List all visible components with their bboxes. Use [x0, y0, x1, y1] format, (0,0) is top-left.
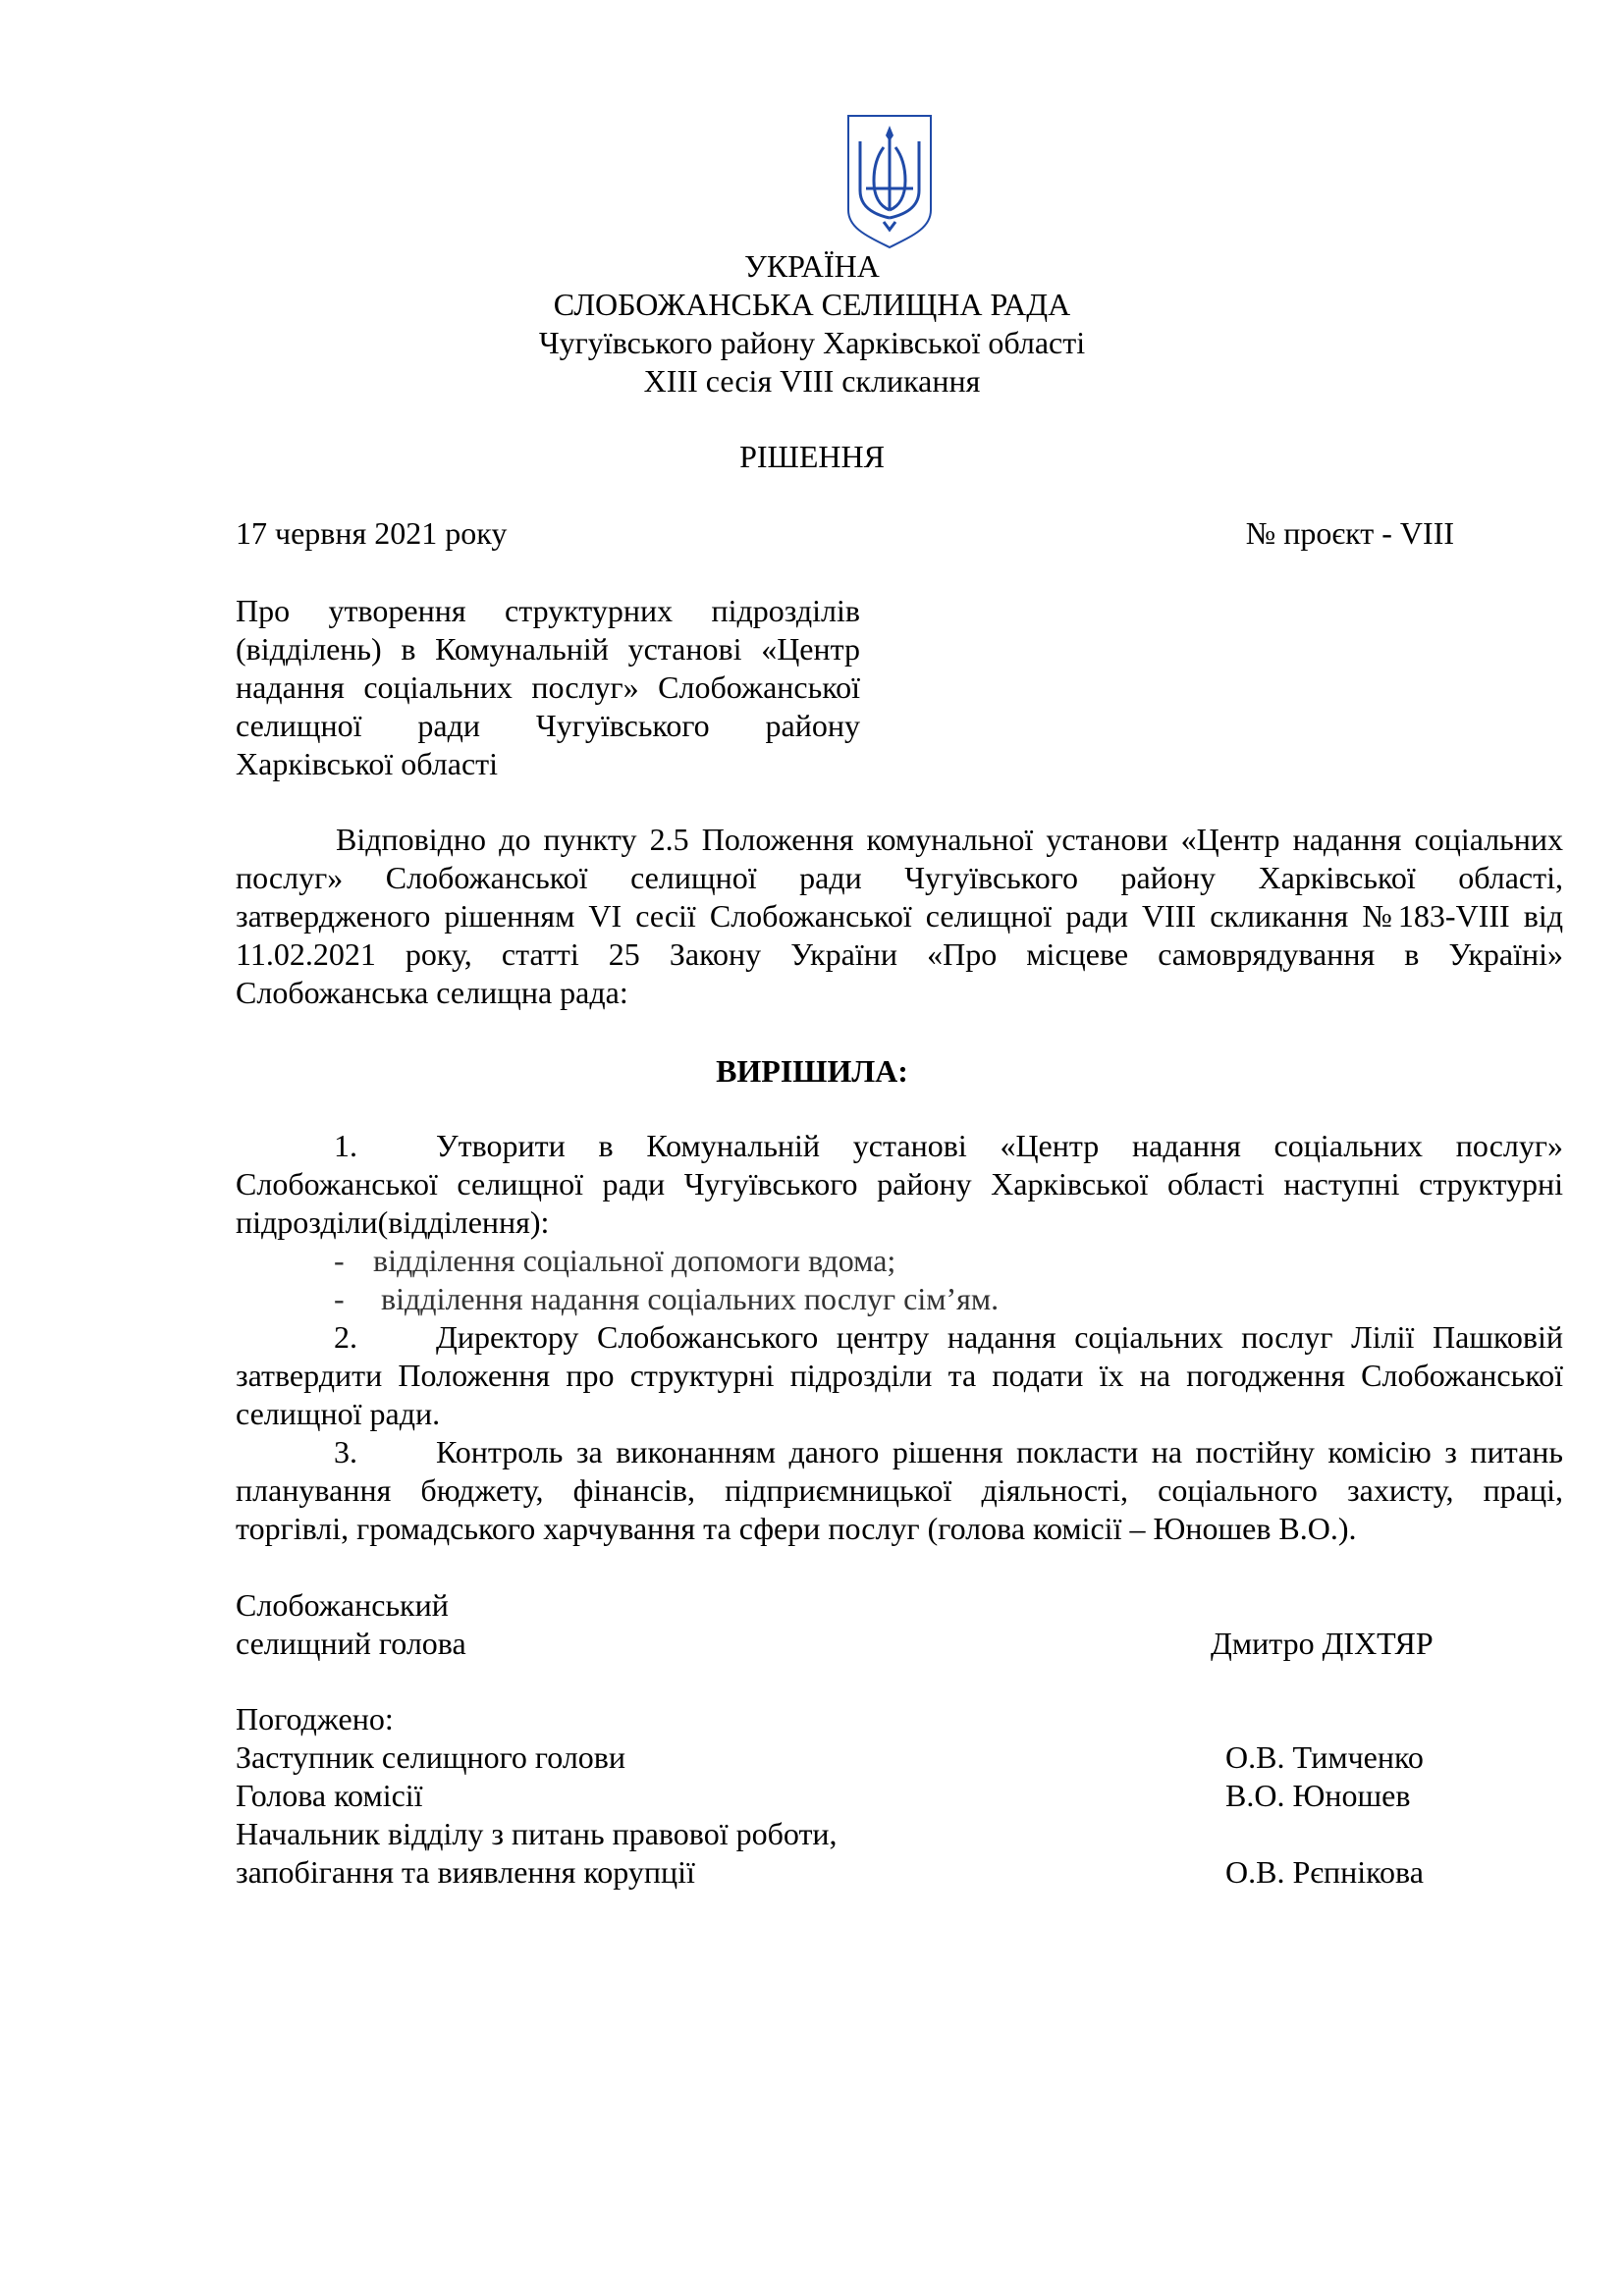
item-line: торгівлі, громадського харчування та сфери послуг (голова комісії – Юношев В.О.).: [236, 1511, 1357, 1546]
item-line: селищної ради.: [236, 1396, 441, 1431]
approval-name: О.В. Тимченко: [1225, 1739, 1424, 1775]
approval-name: В.О. Юношев: [1225, 1778, 1411, 1813]
dash-bullet: -: [334, 1243, 345, 1278]
preamble-line: Слобожанська селищна рада:: [236, 975, 628, 1010]
decided-heading: ВИРІШИЛА:: [716, 1053, 908, 1089]
list-item-text: відділення надання соціальних послуг сім’ям.: [373, 1281, 1000, 1316]
approval-position: Заступник селищного голови: [236, 1739, 626, 1775]
approval-position: Голова комісії: [236, 1778, 423, 1813]
item-line: затвердити Положення про структурні підрозділи та подати їх на погодження Слобожанської: [236, 1358, 1563, 1393]
item-number: 3.: [334, 1434, 357, 1469]
country-title: УКРАЇНА: [744, 248, 880, 284]
list-item-text: відділення соціальної допомоги вдома;: [373, 1243, 896, 1278]
subject-line: (відділень) в Комунальній установі «Центр: [236, 631, 860, 667]
item-text: Контроль за виконанням даного рішення покласти на постійну комісію з питань: [436, 1434, 1563, 1469]
preamble-line: послуг» Слобожанської селищної ради Чугуївського району Харківської області,: [236, 860, 1563, 895]
subject-line: Харківської області: [236, 746, 499, 781]
item-number: 2.: [334, 1319, 357, 1355]
list-item: [236, 1280, 1563, 1318]
document-type: РІШЕННЯ: [739, 439, 885, 474]
signature-title-1: Слобожанський: [236, 1587, 449, 1623]
approval-name: О.В. Рєпнікова: [1225, 1854, 1424, 1890]
preamble: [236, 821, 1563, 1012]
subject-line: Про утворення структурних підрозділів: [236, 593, 860, 628]
signature-name: Дмитро ДІХТЯР: [1211, 1626, 1434, 1661]
coat-of-arms-icon: [844, 112, 935, 251]
session-line: XIII сесія VIII скликання: [643, 363, 981, 399]
item-first-line: [236, 1318, 1563, 1357]
district-line: Чугуївського району Харківської області: [538, 325, 1086, 360]
list-item: [236, 1242, 1563, 1280]
signature-title-2: селищний голова: [236, 1626, 466, 1661]
preamble-line: затвердженого рішенням VI сесії Слобожанської селищної ради VIII скликання №183-VIII від: [236, 898, 1563, 934]
decision-item-2: [236, 1318, 1563, 1433]
item-text: Директору Слобожанського центру надання соціальних послуг Лілії Пашковій: [436, 1319, 1563, 1355]
preamble-line: 11.02.2021 року, статті 25 Закону України «Про місцеве самоврядування в Україні»: [236, 936, 1563, 972]
subject-block: [236, 592, 860, 783]
item-line: підрозділи(відділення):: [236, 1204, 550, 1240]
approvals-heading: Погоджено:: [236, 1701, 394, 1736]
item-first-line: [236, 1433, 1563, 1471]
subject-line: надання соціальних послуг» Слобожанської: [236, 669, 860, 705]
decision-item-3: [236, 1433, 1563, 1548]
subject-line: селищної ради Чугуївського району: [236, 708, 860, 743]
document-number: № проєкт - VIII: [1245, 515, 1454, 551]
item-text: Утворити в Комунальній установі «Центр надання соціальних послуг»: [436, 1128, 1563, 1163]
approval-position: запобігання та виявлення корупції: [236, 1854, 695, 1890]
item-first-line: [236, 1127, 1563, 1165]
item-number: 1.: [334, 1128, 357, 1163]
dash-bullet: -: [334, 1281, 345, 1316]
item-line: Слобожанської селищної ради Чугуївського району Харківської області наступні структурні: [236, 1166, 1563, 1201]
decision-item-1: [236, 1127, 1563, 1318]
document-date: 17 червня 2021 року: [236, 515, 508, 551]
item-line: планування бюджету, фінансів, підприємницької діяльності, соціального захисту, праці,: [236, 1472, 1563, 1508]
council-title: СЛОБОЖАНСЬКА СЕЛИЩНА РАДА: [553, 287, 1071, 322]
approval-position: Начальник відділу з питань правової роботи,: [236, 1816, 838, 1851]
preamble-line: Відповідно до пункту 2.5 Положення комунальної установи «Центр надання соціальних: [336, 822, 1563, 857]
